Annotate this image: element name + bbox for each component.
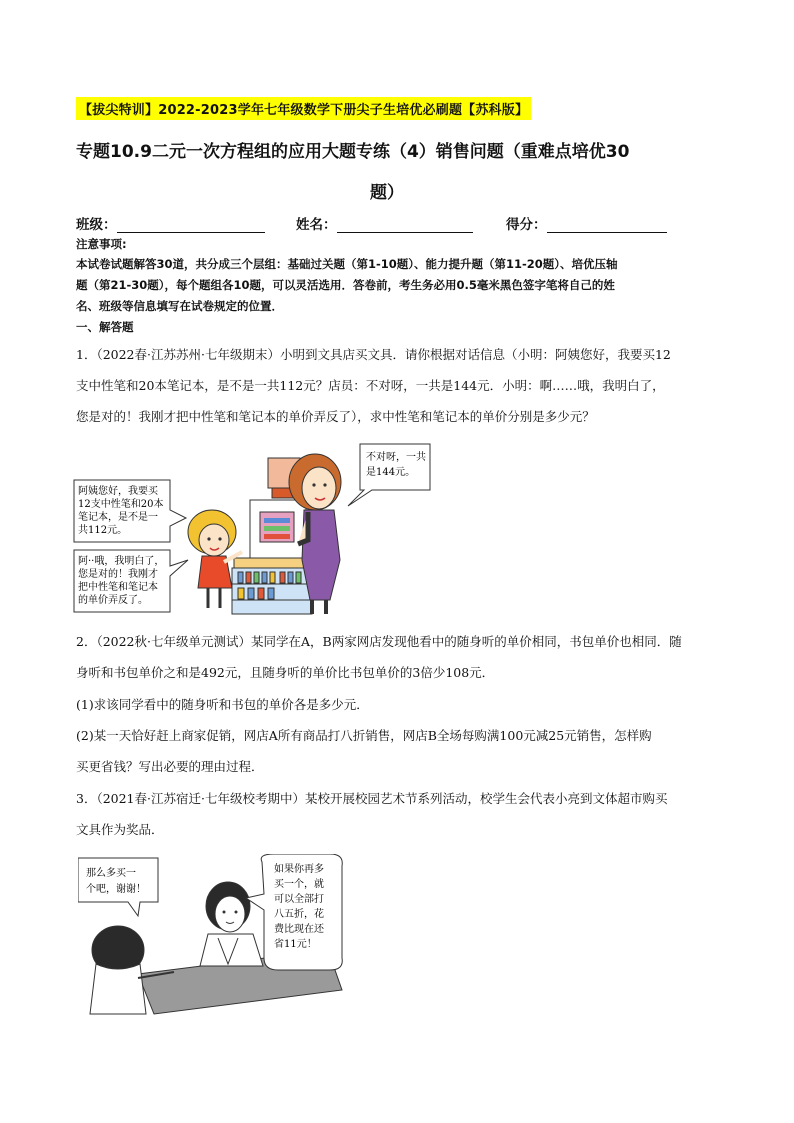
- notice-heading: 注意事项:: [76, 237, 127, 251]
- score-field: [506, 213, 667, 233]
- svg-text:买一个，就: 买一个，就: [274, 879, 324, 890]
- notice-line: 名、班级等信息填写在试卷规定的位置．: [76, 299, 283, 313]
- svg-text:不对呀，一共: 不对呀，一共: [366, 452, 426, 463]
- q3-text: 文具作为奖品．: [76, 822, 164, 837]
- svg-text:阿··哦，我明白了，: 阿··哦，我明白了，: [78, 556, 165, 567]
- q2-text: 2．（2022秋·七年级单元测试）某同学在A，B两家网店发现他看中的随身听的单价相同，书包单价也相同．随: [76, 634, 682, 649]
- score-input-line[interactable]: [547, 218, 667, 233]
- name-input-line[interactable]: [337, 218, 473, 233]
- notice-line: 题（第21-30题），每个题组各10题，可以灵活选用．答卷前，考生务必用0.5毫米黑色签字笔将自己的姓: [76, 278, 615, 292]
- section-heading: 一、解答题: [76, 320, 134, 334]
- q1-illustration: [72, 440, 432, 618]
- svg-text:笔记本，是不是一: 笔记本，是不是一: [78, 512, 158, 523]
- q3-text: 3．（2021春·江苏宿迁·七年级校考期中）某校开展校园艺术节系列活动，校学生会代表小亮到文体超市购买: [76, 791, 668, 806]
- q1-text: 1．（2022春·江苏苏州·七年级期末）小明到文具店买文具．请你根据对话信息（小明：阿姨您好，我要买12: [76, 347, 671, 362]
- svg-text:费比现在还: 费比现在还: [274, 924, 324, 935]
- bubble-child-2: [74, 550, 188, 612]
- class-input-line[interactable]: [117, 218, 265, 233]
- q2-part1: (1)求该同学看中的随身听和书包的单价各是多少元．: [76, 697, 369, 712]
- header-banner: 【拔尖特训】2022-2023学年七年级数学下册尖子生培优必刷题【苏科版】: [76, 97, 531, 120]
- q2-part2: 买更省钱？写出必要的理由过程．: [76, 759, 264, 774]
- page-title: 专题10.9二元一次方程组的应用大题专练（4）销售问题（重难点培优30: [76, 142, 630, 162]
- bubble-child-1: [74, 480, 186, 542]
- svg-text:阿姨您好，我要买: 阿姨您好，我要买: [78, 486, 158, 497]
- svg-text:把中性笔和笔记本: 把中性笔和笔记本: [78, 582, 158, 593]
- bubble-clerk-offer: [246, 854, 342, 970]
- svg-text:共112元。: 共112元。: [78, 525, 128, 536]
- name-field: [296, 213, 473, 233]
- svg-text:那么多买一: 那么多买一: [86, 868, 136, 879]
- class-field: [76, 213, 265, 233]
- bubble-clerk: [348, 444, 430, 506]
- q2-part2: (2)某一天恰好赶上商家促销，网店A所有商品打八折销售，网店B全场每购满100元减25元销售，怎样购: [76, 728, 652, 743]
- q3-illustration: [78, 854, 348, 1020]
- svg-text:省11元！: 省11元！: [274, 939, 317, 950]
- name-label: 姓名：: [296, 217, 337, 233]
- bubble-customer: [78, 858, 158, 916]
- svg-text:您是对的！我刚才: 您是对的！我刚才: [78, 569, 158, 580]
- svg-text:的单价弄反了。: 的单价弄反了。: [78, 595, 148, 606]
- notice-line: 本试卷试题解答30道，共分成三个层组：基础过关题（第1-10题）、能力提升题（第11-20题）、培优压轴: [76, 257, 618, 271]
- score-label: 得分：: [506, 217, 547, 233]
- q1-text: 您是对的！我刚才把中性笔和笔记本的单价弄反了），求中性笔和笔记本的单价分别是多少元？: [76, 409, 595, 424]
- q2-text: 身听和书包单价之和是492元，且随身听的单价比书包单价的3倍少108元．: [76, 665, 495, 680]
- svg-text:12支中性笔和20本: 12支中性笔和20本: [78, 499, 164, 510]
- q1-text: 支中性笔和20本笔记本，是不是一共112元？店员：不对呀，一共是144元．小明：啊……哦，我明白了，: [76, 378, 665, 393]
- page-title-cont: 题）: [370, 183, 404, 203]
- svg-text:八五折，花: 八五折，花: [274, 909, 324, 920]
- svg-text:如果你再多: 如果你再多: [274, 864, 324, 875]
- svg-text:是144元。: 是144元。: [366, 467, 416, 478]
- class-label: 班级：: [76, 217, 117, 233]
- svg-text:个吧，谢谢！: 个吧，谢谢！: [86, 884, 146, 895]
- svg-text:可以全部打: 可以全部打: [274, 894, 324, 905]
